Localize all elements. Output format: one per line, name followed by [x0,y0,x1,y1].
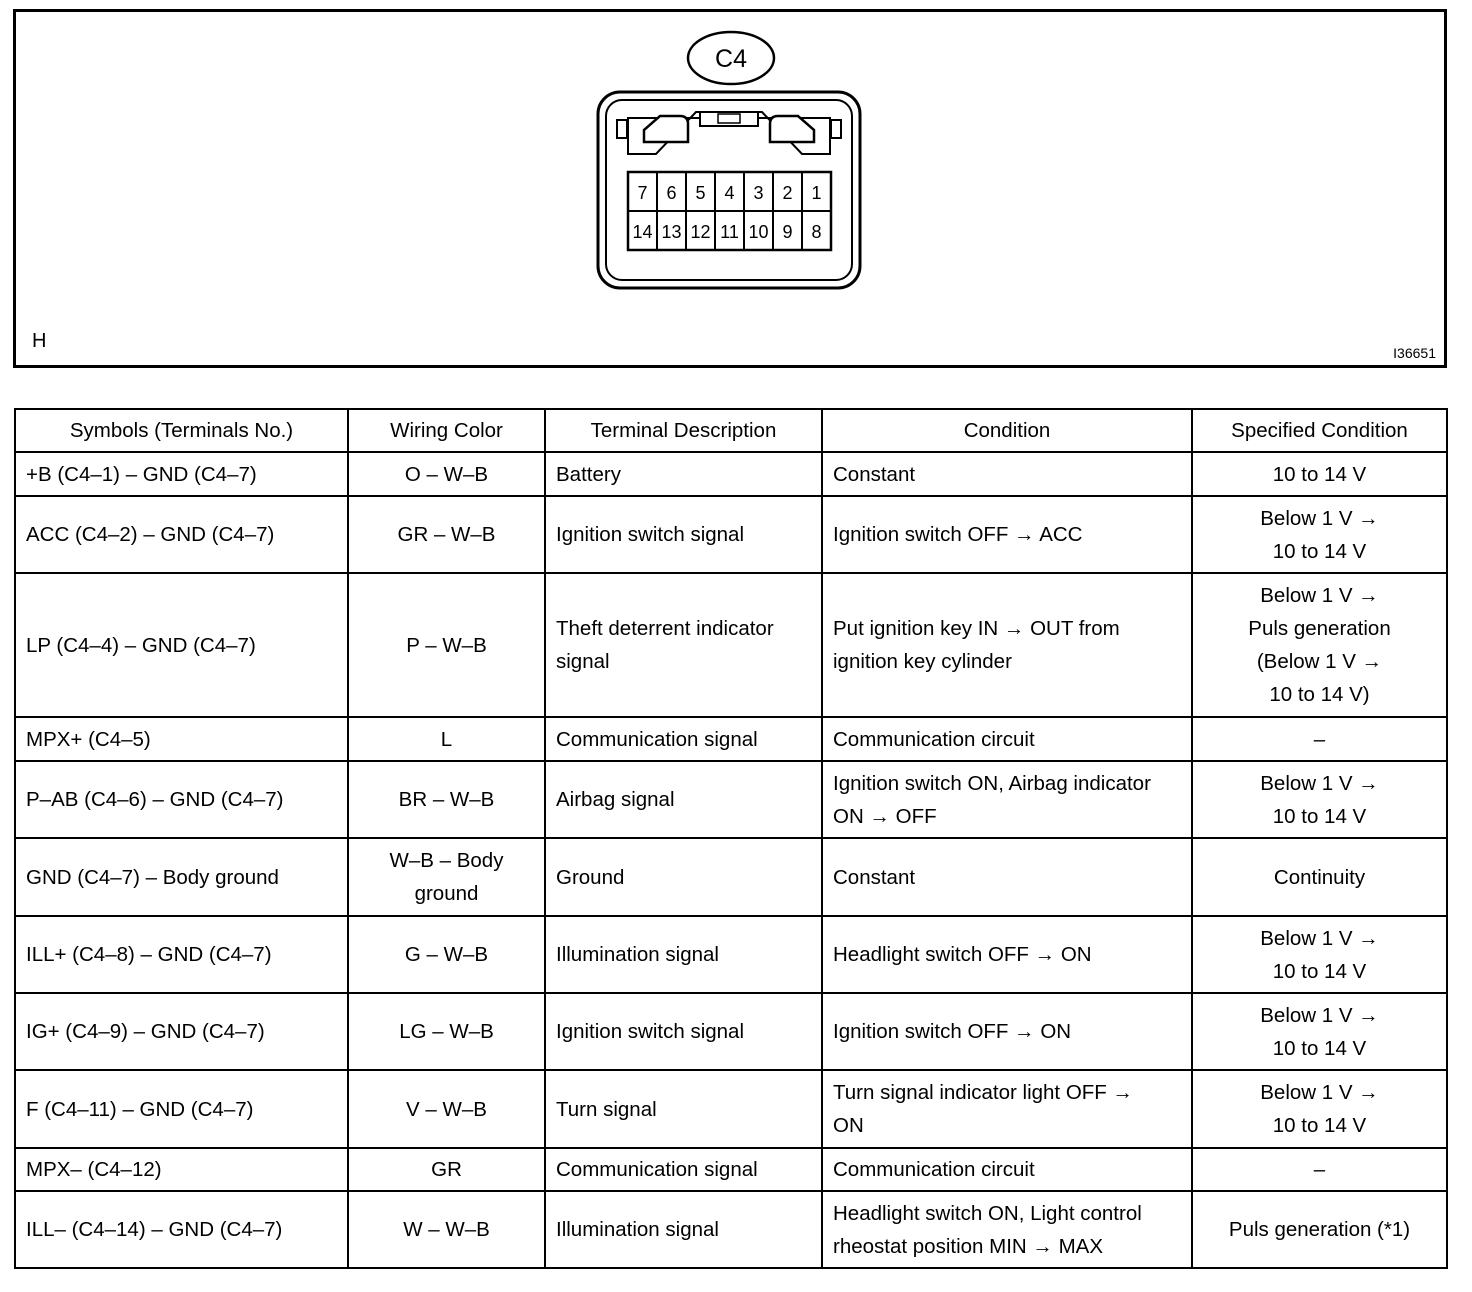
connector-drawing [16,12,1444,365]
specified-condition-cell-line: 10 to 14 V [1272,1114,1367,1137]
condition-cell-line: Ignition switch ON, Airbag indicator [833,771,1151,795]
specified-condition-cell-line: Below 1 V → [1260,506,1379,530]
symbol-cell: LP (C4–4) – GND (C4–7) [15,573,348,717]
wiring-color-cell [348,993,545,1070]
symbol-cell: ACC (C4–2) – GND (C4–7) [15,496,348,573]
specified-condition-cell-line: Below 1 V → [1260,1003,1379,1027]
condition-cell-line: Communication circuit [833,727,1035,751]
specified-condition-cell-line: Below 1 V → [1260,771,1379,795]
condition-cell-line: Ignition switch OFF → ACC [833,523,1083,546]
description-cell [545,838,822,916]
description-cell-line: Ignition switch signal [556,523,745,546]
specified-condition-cell-line: 10 to 14 V [1272,959,1367,983]
connector-label: C4 [715,45,747,73]
description-cell [545,993,822,1070]
pin-number: 8 [811,222,822,242]
condition-cell-line: rheostat position MIN → MAX [833,1234,1104,1258]
pin-number: 5 [695,183,706,203]
wiring-color-cell-line: W – W–B [403,1218,490,1241]
specified-condition-cell-line: Below 1 V → [1260,1081,1379,1104]
description-cell-line: Communication signal [556,1158,758,1181]
description-cell [545,1191,822,1268]
pin-number: 1 [811,183,822,203]
wiring-color-cell-line: L [440,727,453,751]
description-cell-line: Ground [556,865,625,889]
condition-cell [822,838,1192,916]
pin-number: 4 [724,183,735,203]
specified-condition-cell-line: Below 1 V → [1260,584,1379,607]
wiring-color-cell-line: O – W–B [404,462,489,486]
pin-number: 11 [720,222,739,242]
description-cell [545,1148,822,1191]
condition-cell [822,916,1192,993]
description-cell-line: signal [556,650,610,673]
table-row [15,1191,1447,1268]
wiring-color-cell-line: G – W–B [404,943,489,966]
condition-cell [822,717,1192,761]
description-cell-line: Airbag signal [556,788,675,811]
pin-number: 6 [666,183,677,203]
table-row [15,838,1447,916]
pin-number: 3 [753,183,764,203]
pin-number: 13 [661,222,682,242]
condition-cell [822,573,1192,717]
specified-condition-cell [1192,916,1447,993]
condition-cell [822,761,1192,838]
figure-corner-letter: H [32,330,47,352]
condition-cell-line: Put ignition key IN → OUT from [833,617,1120,640]
header-specified-condition: Specified Condition [1192,409,1447,452]
wiring-color-cell [348,916,545,993]
table-header-row [15,409,1447,452]
wiring-color-cell [348,573,545,717]
description-cell [545,573,822,717]
wiring-color-cell-line: W–B – Body [389,849,504,872]
specified-condition-cell [1192,761,1447,838]
condition-cell-line: Turn signal indicator light OFF → [833,1081,1134,1104]
condition-cell-line: Ignition switch OFF → ON [833,1020,1072,1043]
terminal-spec-table [14,408,1448,1269]
symbol-cell: MPX– (C4–12) [15,1148,348,1191]
symbol-cell: +B (C4–1) – GND (C4–7) [15,452,348,496]
specified-condition-cell [1192,1148,1447,1191]
connector-tab-left [617,120,627,138]
description-cell-line: Ignition switch signal [556,1020,745,1043]
specified-condition-cell-line: 10 to 14 V [1272,462,1367,486]
specified-condition-cell-line: – [1313,727,1326,751]
description-cell-line: Illumination signal [556,943,719,966]
specified-condition-cell-line: 10 to 14 V [1272,539,1367,563]
wiring-color-cell [348,1148,545,1191]
description-cell-line: Battery [556,462,621,486]
symbol-cell: F (C4–11) – GND (C4–7) [15,1070,348,1148]
table-row [15,573,1447,717]
connector-tab-right [831,120,841,138]
wiring-color-cell-line: P – W–B [406,633,487,657]
condition-cell [822,1148,1192,1191]
specified-condition-cell-line: 10 to 14 V [1272,1036,1367,1060]
table-row [15,452,1447,496]
condition-cell-line: Constant [833,462,916,486]
wiring-color-cell [348,452,545,496]
wiring-color-cell-line: BR – W–B [398,788,495,811]
symbol-cell: IG+ (C4–9) – GND (C4–7) [15,993,348,1070]
wiring-color-cell [348,1191,545,1268]
header-terminal-description: Terminal Description [545,409,822,452]
wiring-color-cell [348,838,545,916]
pin-number: 2 [782,183,793,203]
table-row [15,1070,1447,1148]
description-cell [545,717,822,761]
description-cell-line: Illumination signal [556,1218,719,1241]
specified-condition-cell-line: (Below 1 V → [1256,650,1383,673]
condition-cell [822,993,1192,1070]
pin-number: 9 [782,222,793,242]
symbol-cell: ILL– (C4–14) – GND (C4–7) [15,1191,348,1268]
table-row [15,496,1447,573]
table-row [15,717,1447,761]
pin-number: 12 [690,222,711,242]
condition-cell-line: Communication circuit [833,1158,1035,1181]
specified-condition-cell [1192,1191,1447,1268]
symbol-cell: P–AB (C4–6) – GND (C4–7) [15,761,348,838]
condition-cell-line: Constant [833,865,916,889]
wiring-color-cell [348,1070,545,1148]
table-body [15,452,1447,1268]
condition-cell [822,1191,1192,1268]
header-condition: Condition [822,409,1192,452]
description-cell [545,496,822,573]
specified-condition-cell [1192,993,1447,1070]
description-cell [545,1070,822,1148]
description-cell [545,761,822,838]
table-row [15,1148,1447,1191]
specified-condition-cell-line: 10 to 14 V) [1269,683,1370,706]
table-row [15,993,1447,1070]
connector-figure [13,9,1447,368]
symbol-cell: MPX+ (C4–5) [15,717,348,761]
specified-condition-cell-line: Continuity [1273,865,1366,889]
specified-condition-cell [1192,496,1447,573]
table-row [15,761,1447,838]
figure-code: I36651 [1393,345,1436,361]
condition-cell [822,452,1192,496]
condition-cell-line: Headlight switch ON, Light control [833,1201,1142,1225]
description-cell [545,916,822,993]
condition-cell [822,1070,1192,1148]
pin-number: 10 [748,222,769,242]
description-cell-line: Theft deterrent indicator [556,617,774,640]
wiring-color-cell-line: GR [431,1158,462,1181]
wiring-color-cell-line: GR – W–B [397,523,496,546]
symbol-cell: GND (C4–7) – Body ground [15,838,348,916]
description-cell-line: Communication signal [556,727,758,751]
table-row [15,916,1447,993]
wiring-color-cell [348,761,545,838]
specified-condition-cell [1192,717,1447,761]
wiring-color-cell-line: ground [414,882,479,905]
specified-condition-cell [1192,573,1447,717]
symbol-cell: ILL+ (C4–8) – GND (C4–7) [15,916,348,993]
wiring-color-cell-line: LG – W–B [399,1020,494,1043]
specified-condition-cell-line: Puls generation (*1) [1228,1218,1411,1241]
header-wiring-color: Wiring Color [348,409,545,452]
description-cell [545,452,822,496]
specified-condition-cell [1192,838,1447,916]
pin-number: 14 [632,222,653,242]
pin-number: 7 [637,183,648,203]
header-symbols: Symbols (Terminals No.) [15,409,348,452]
specified-condition-cell-line: – [1313,1158,1326,1181]
specified-condition-cell-line: 10 to 14 V [1272,804,1367,828]
wiring-color-cell-line: V – W–B [406,1097,487,1121]
condition-cell-line: ignition key cylinder [833,650,1012,673]
condition-cell [822,496,1192,573]
specified-condition-cell-line: Below 1 V → [1260,926,1379,950]
description-cell-line: Turn signal [556,1097,657,1121]
wiring-color-cell [348,717,545,761]
condition-cell-line: ON → OFF [833,804,937,828]
condition-cell-line: Headlight switch OFF → ON [833,943,1092,966]
specified-condition-cell [1192,452,1447,496]
wiring-color-cell [348,496,545,573]
specified-condition-cell-line: Puls generation [1248,617,1391,640]
specified-condition-cell [1192,1070,1447,1148]
connector-latch-key [718,114,740,123]
condition-cell-line: ON [833,1114,864,1137]
